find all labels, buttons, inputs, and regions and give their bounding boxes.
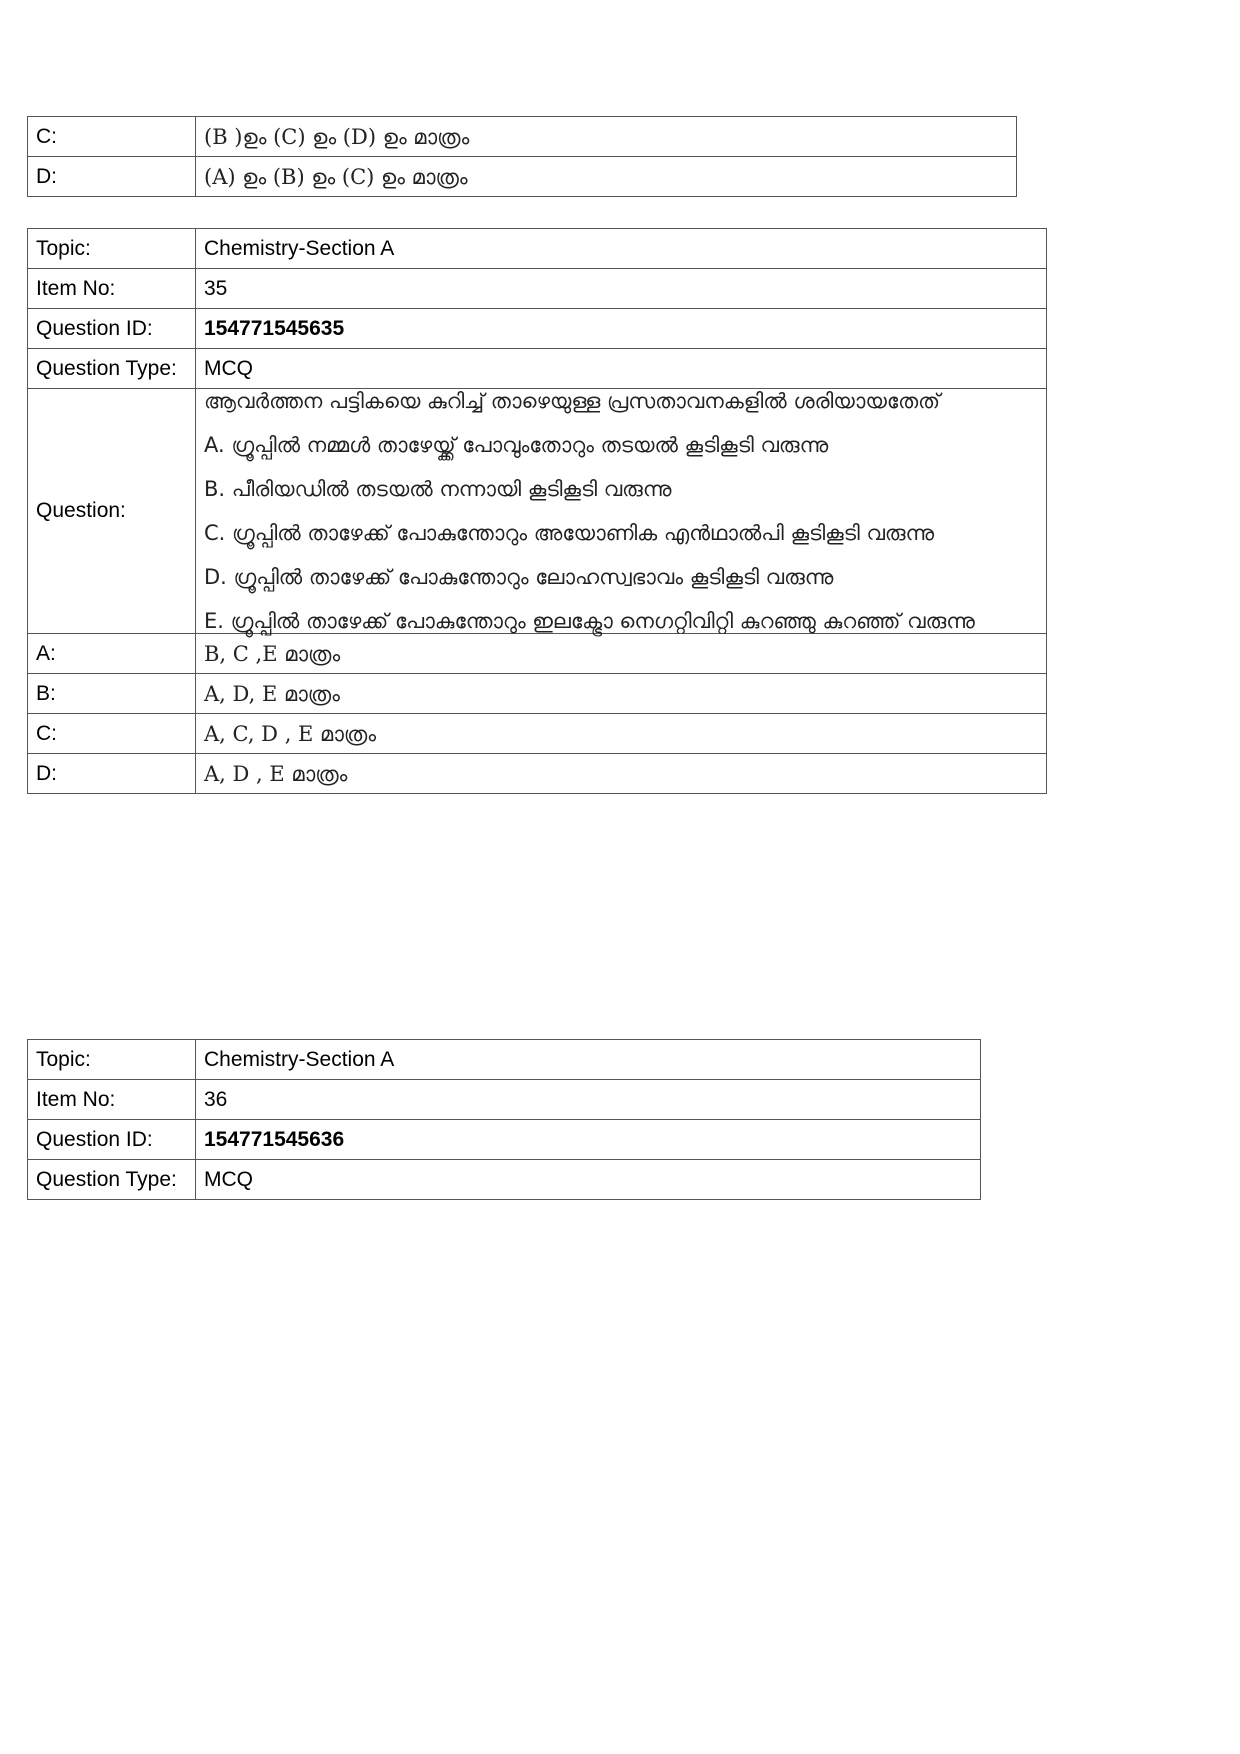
question-type-label: Question Type:	[28, 349, 196, 389]
option-label: D:	[28, 157, 196, 197]
question-type-row	[28, 349, 1047, 389]
question-stem: ആവർത്തന പട്ടികയെ കുറിച്ച് താഴെയുള്ള പ്രസതാവനകളിൽ ശരിയായതേത്	[204, 389, 941, 413]
statement-c: C. ഗ്രൂപ്പിൽ താഴേക്ക് പോകുന്തോറും അയോണിക എൻഥാൽപി കൂടികൂടി വരുന്നു	[204, 521, 935, 545]
item-no-value: 35	[196, 269, 1047, 309]
item-no-label: Item No:	[28, 1080, 196, 1120]
question-row	[28, 389, 1047, 634]
option-label: A:	[28, 634, 196, 674]
option-label: B:	[28, 674, 196, 714]
statement-d: D. ഗ്രൂപ്പിൽ താഴേക്ക് പോകുന്തോറും ലോഹസ്വഭാവം കൂടികൂടി വരുന്നു	[204, 565, 834, 589]
question-type-label: Question Type:	[28, 1160, 196, 1200]
topic-label: Topic:	[28, 229, 196, 269]
option-row-d	[28, 157, 1017, 197]
question-table-35	[27, 228, 1047, 794]
item-no-row	[28, 1080, 981, 1120]
option-row-a	[28, 634, 1047, 674]
option-row-d	[28, 754, 1047, 794]
option-value: B, C ,E മാത്രം	[196, 634, 1047, 674]
question-id-row	[28, 309, 1047, 349]
question-id-row	[28, 1120, 981, 1160]
question-label: Question:	[28, 389, 196, 634]
topic-value: Chemistry-Section A	[196, 1040, 981, 1080]
question-type-row	[28, 1160, 981, 1200]
topic-row	[28, 1040, 981, 1080]
option-value: (A) ഉം (B) ഉം (C) ഉം മാത്രം	[196, 157, 1017, 197]
option-row-b	[28, 674, 1047, 714]
item-no-row	[28, 269, 1047, 309]
option-value: A, D , E മാത്രം	[196, 754, 1047, 794]
topic-value: Chemistry-Section A	[196, 229, 1047, 269]
topic-row	[28, 229, 1047, 269]
option-value: A, D, E മാത്രം	[196, 674, 1047, 714]
question-type-value: MCQ	[196, 1160, 981, 1200]
option-row-c	[28, 117, 1017, 157]
option-label: C:	[28, 117, 196, 157]
question-text	[196, 389, 1047, 634]
statement-b: B. പീരിയഡിൽ തടയൽ നന്നായി കൂടികൂടി വരുന്നു	[204, 477, 672, 501]
question-id-label: Question ID:	[28, 309, 196, 349]
option-label: C:	[28, 714, 196, 754]
option-row-c	[28, 714, 1047, 754]
statement-e: E. ഗ്രൂപ്പിൽ താഴേക്ക് പോകുന്തോറും ഇലക്ട്രോ നെഗറ്റിവിറ്റി കുറഞ്ഞു കുറഞ്ഞ് വരുന്നു	[204, 609, 975, 633]
item-no-label: Item No:	[28, 269, 196, 309]
question-id-value: 154771545636	[196, 1120, 981, 1160]
item-no-value: 36	[196, 1080, 981, 1120]
question-table-36	[27, 1039, 981, 1200]
topic-label: Topic:	[28, 1040, 196, 1080]
option-label: D:	[28, 754, 196, 794]
statement-a: A. ഗ്രൂപ്പിൽ നമ്മൾ താഴേയ്ക്ക് പോവുംതോറും തടയൽ കൂടികൂടി വരുന്നു	[204, 433, 829, 457]
question-id-value: 154771545635	[196, 309, 1047, 349]
option-value: (B )ഉം (C) ഉം (D) ഉം മാത്രം	[196, 117, 1017, 157]
previous-question-options-table	[27, 116, 1017, 197]
question-id-label: Question ID:	[28, 1120, 196, 1160]
question-type-value: MCQ	[196, 349, 1047, 389]
option-value: A, C, D , E മാത്രം	[196, 714, 1047, 754]
